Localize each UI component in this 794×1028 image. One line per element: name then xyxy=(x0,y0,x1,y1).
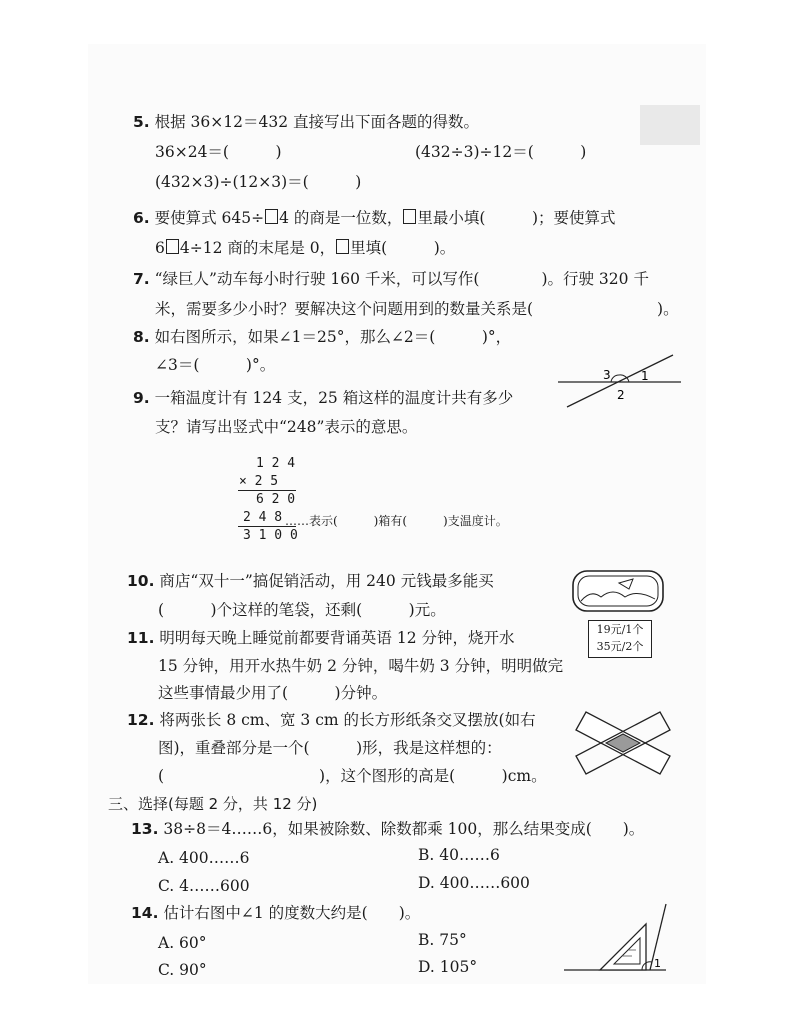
vertical-row-4: 2 4 8 xyxy=(243,510,283,525)
q11-line2: 15 分钟，用开水热牛奶 2 分钟，喝牛奶 3 分钟，明明做完 xyxy=(158,657,564,675)
q13-stem: 13. 38÷8＝4……6，如果被除数、除数都乘 100，那么结果变成( )。 xyxy=(131,820,645,838)
q11-line1: 11. 明明每天晚上睡觉前都要背诵英语 12 分钟，烧开水 xyxy=(127,629,515,647)
q14-option-c[interactable]: C. 90° xyxy=(158,961,207,979)
angle-label-2: 2 xyxy=(617,388,625,402)
q7-line1: 7. “绿巨人”动车每小时行驶 160 千米，可以写作( )。行驶 320 千 xyxy=(133,270,649,288)
vertical-row-1: 1 2 4 xyxy=(256,456,296,471)
angle-label-3: 3 xyxy=(603,368,611,382)
show-through-marks xyxy=(640,105,700,145)
section-3-title: 三、选择(每题 2 分，共 12 分) xyxy=(108,795,318,813)
q5-c: (432×3)÷(12×3)＝( ) xyxy=(155,173,362,191)
angle-arc xyxy=(611,375,619,382)
pencil-case-icon xyxy=(571,567,665,615)
q5-b: (432÷3)÷12＝( ) xyxy=(415,143,587,161)
blank-box-icon xyxy=(265,209,278,224)
q12-line1: 12. 将两张长 8 cm、宽 3 cm 的长方形纸条交叉摆放(如右 xyxy=(127,711,536,729)
q13-option-a[interactable]: A. 400……6 xyxy=(158,849,250,867)
q8-line1: 8. 如右图所示，如果∠1＝25°，那么∠2＝( )°， xyxy=(133,328,512,346)
triangle-ruler-icon xyxy=(600,924,646,970)
q14-option-b[interactable]: B. 75° xyxy=(418,931,467,949)
q12-line3: ( )，这个图形的高是( )cm。 xyxy=(158,767,547,785)
q9-line1: 9. 一箱温度计有 124 支，25 箱这样的温度计共有多少 xyxy=(133,389,514,407)
q14-option-a[interactable]: A. 60° xyxy=(158,934,207,952)
q13-option-b[interactable]: B. 40……6 xyxy=(418,846,500,864)
q8-line2: ∠3＝( )°。 xyxy=(155,356,276,374)
q10-line2: ( )个这样的笔袋，还剩( )元。 xyxy=(158,601,446,619)
set-square-figure xyxy=(562,900,672,976)
angle-figure xyxy=(555,335,685,410)
price-tag xyxy=(588,620,652,658)
vertical-row-3: 6 2 0 xyxy=(256,492,296,507)
blank-box-icon xyxy=(336,239,349,254)
angle-label-1: 1 xyxy=(654,957,661,970)
vertical-rule xyxy=(238,490,296,491)
price-2: 35元/2个 xyxy=(596,640,644,653)
q13-option-d[interactable]: D. 400……600 xyxy=(418,874,530,892)
q5-stem: 5. 根据 36×12＝432 直接写出下面各题的得数。 xyxy=(133,113,479,131)
q9-note: ……表示( )箱有( )支温度计。 xyxy=(285,514,508,528)
q5-a: 36×24＝( ) xyxy=(155,143,282,161)
q11-line3: 这些事情最少用了( )分钟。 xyxy=(158,684,388,702)
price-1: 19元/1个 xyxy=(596,623,644,636)
crossed-strips-figure xyxy=(572,708,674,778)
q6-line2: 6 4÷12 商的末尾是 0， 里填( )。 xyxy=(155,239,456,257)
vertical-row-2: × 2 5 xyxy=(239,474,279,489)
q14-option-d[interactable]: D. 105° xyxy=(418,958,478,976)
blank-box-icon xyxy=(403,209,416,224)
q10-line1: 10. 商店“双十一”搞促销活动，用 240 元钱最多能买 xyxy=(127,572,494,590)
q7-line2: 米，需要多少小时？要解决这个问题用到的数量关系是( )。 xyxy=(155,300,679,318)
blank-box-icon xyxy=(166,239,179,254)
q9-line2: 支？请写出竖式中“248”表示的意思。 xyxy=(155,418,418,436)
vertical-rule xyxy=(238,526,296,527)
vertical-row-5: 3 1 0 0 xyxy=(243,528,298,543)
q12-line2: 图)，重叠部分是一个( )形，我是这样想的： xyxy=(158,739,502,757)
angle-label-1: 1 xyxy=(641,369,649,383)
q13-option-c[interactable]: C. 4……600 xyxy=(158,877,250,895)
q14-stem: 14. 估计右图中∠1 的度数大约是( )。 xyxy=(131,904,421,922)
q6-line1: 6. 要使算式 645÷ 4 的商是一位数， 里最小填( )；要使算式 xyxy=(133,209,616,227)
